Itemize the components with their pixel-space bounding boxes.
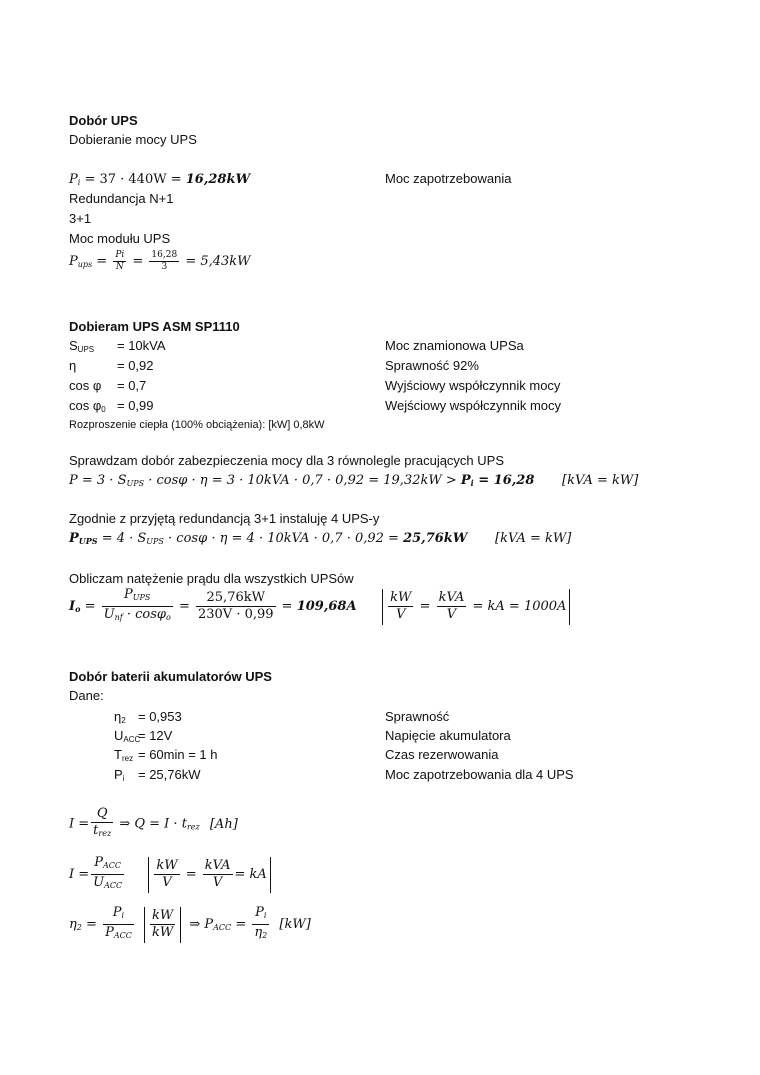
eq-pups-sub: ups <box>77 260 93 269</box>
param-row <box>69 377 146 395</box>
param-desc: Sprawność 92% <box>385 358 479 373</box>
eq-pi-lhs: P <box>69 172 78 187</box>
check-unit: [kVA = kW] <box>562 473 639 488</box>
battery-param-row: $P_i = 25,76kW$ <box>114 767 201 783</box>
battery-param-desc: Czas rezerwowania <box>385 747 499 762</box>
param-row: $\cos \varphi_0 = 0,99$ <box>69 398 154 414</box>
redundancy-eq: $P_{UPS} = 4 \cdot S_{UPS} \cdot \cos\varphi \cdot \eta = 4 \cdot 10kVA \cdot 0,7 \cdot 0,92 = 25,76kW$ [kVA = kW] <box>69 531 572 546</box>
redundancy-unit: [kVA = kW] <box>495 531 572 546</box>
current-frac1: $\frac{P_{UPS}}{U_{nf} \cdot \cos\varphi_o}$ <box>103 587 171 622</box>
battery-param-row: $\eta_2 = 0,953$ <box>114 709 182 725</box>
param-desc: Wyjściowy współczynnik mocy <box>385 378 561 393</box>
eq-pi-result: 16,28kW <box>185 172 251 187</box>
param-name: S <box>69 338 78 353</box>
current-frac2: $\frac{25,76kW}{230V \cdot 0,99}$ <box>197 590 274 622</box>
param-value: = 0,92 <box>117 358 154 373</box>
param-row: $S_{UPS} = 10kVA$ <box>69 338 166 354</box>
eq-pups-result: = 5,43kW <box>181 254 251 269</box>
battery-param-desc: Napięcie akumulatora <box>385 728 511 743</box>
redundancy-value: 3+1 <box>69 211 92 226</box>
param-value: = 10kVA <box>117 338 166 353</box>
check-text: Sprawdzam dobór zabezpieczenia mocy dla 3 równolegle pracujących UPS <box>69 453 505 468</box>
eq-pups-frac1: $\frac{Pi}{N}$ <box>115 250 125 273</box>
param-row <box>69 357 154 375</box>
ups-section-title: Dobór UPS <box>69 113 138 128</box>
param-name: cos φ <box>69 398 102 413</box>
battery-param-row: $T_{rez} = 60\min = 1$ h <box>114 747 218 763</box>
battery-given: Dane: <box>69 688 104 703</box>
eq-pups-lhs: P <box>69 254 78 269</box>
param-name: cos φ <box>69 378 102 393</box>
check-eq: $P = 3 \cdot S_{UPS} \cdot \cos\varphi \cdot \eta = 3 \cdot 10kVA \cdot 0,7 \cdot 0,92 = 19,32kW > P_i = 16,28$ [kVA = kW] <box>69 473 639 488</box>
battery-param-desc: Sprawność <box>385 709 450 724</box>
redundancy-text: Zgodnie z przyjętą redundancją 3+1 instaluję 4 UPS-y <box>69 511 380 526</box>
battery-eq3: $\eta_2$ = $\frac{P_i}{P_{ACC}}$ $\frac{kW}{kW}$ ⇒ $P_{ACC}$ = $\frac{P_i}{\eta_2}$ [kW] <box>69 905 311 946</box>
eq-pi-desc: Moc zapotrzebowania <box>385 171 512 186</box>
ups-model-title: Dobieram UPS ASM SP1110 <box>69 319 240 334</box>
current-text: Obliczam natężenie prądu dla wszystkich UPSów <box>69 571 354 586</box>
eq-pups: $P_{ups}$ = $\frac{Pi}{N}$ = $\frac{16,28}{3}$ = 5,43kW <box>69 250 251 273</box>
eq-pi-sub: i <box>77 178 81 187</box>
current-unit: $\frac{kW}{V}$ = $\frac{\text{kVA}}{V}$ = kA = 1000A <box>382 589 570 625</box>
battery-title: Dobór baterii akumulatorów UPS <box>69 669 272 684</box>
module-label: Moc modułu UPS <box>69 231 171 246</box>
heat-note: Rozproszenie ciepła (100% obciążenia): [kW] 0,8kW <box>69 419 325 431</box>
param-desc: Moc znamionowa UPSa <box>385 338 524 353</box>
param-value: = 0,7 <box>117 378 147 393</box>
param-value: = 0,99 <box>117 398 154 413</box>
redundancy-label: Redundancja N+1 <box>69 191 174 206</box>
eq-pi-expr: = 37 · 440W = <box>80 172 186 187</box>
eq-pups-frac2: $\frac{16,28}{3}$ <box>151 250 178 273</box>
ups-section-subtitle: Dobieranie mocy UPS <box>69 132 197 147</box>
battery-eq2: I = $\frac{P_{ACC}}{U_{ACC}}$ $\frac{kW}{V}$ = $\frac{\text{kVA}}{V}$ = kA <box>69 855 275 894</box>
param-name: η <box>69 358 77 373</box>
eq-pi <box>69 170 250 192</box>
param-desc: Wejściowy współczynnik mocy <box>385 398 562 413</box>
current-eq: $I_o$ = $\frac{P_{UPS}}{U_{nf} \cdot \cos\varphi_o}$ = $\frac{25,76kW}{230V \cdot 0,99}$ = 109,68A $\frac{kW}{V}$ = $\frac{\text{kVA}}{V}$ = kA = 1000A <box>69 587 574 627</box>
battery-param-desc: Moc zapotrzebowania dla 4 UPS <box>385 767 574 782</box>
battery-param-row: $U_{ACC}= 12V$ <box>114 728 173 744</box>
battery-eq1: I = $\frac{Q}{t_{rez}}$ ⇒ $Q = I \cdot t_{rez}$ [Ah] <box>69 806 238 838</box>
